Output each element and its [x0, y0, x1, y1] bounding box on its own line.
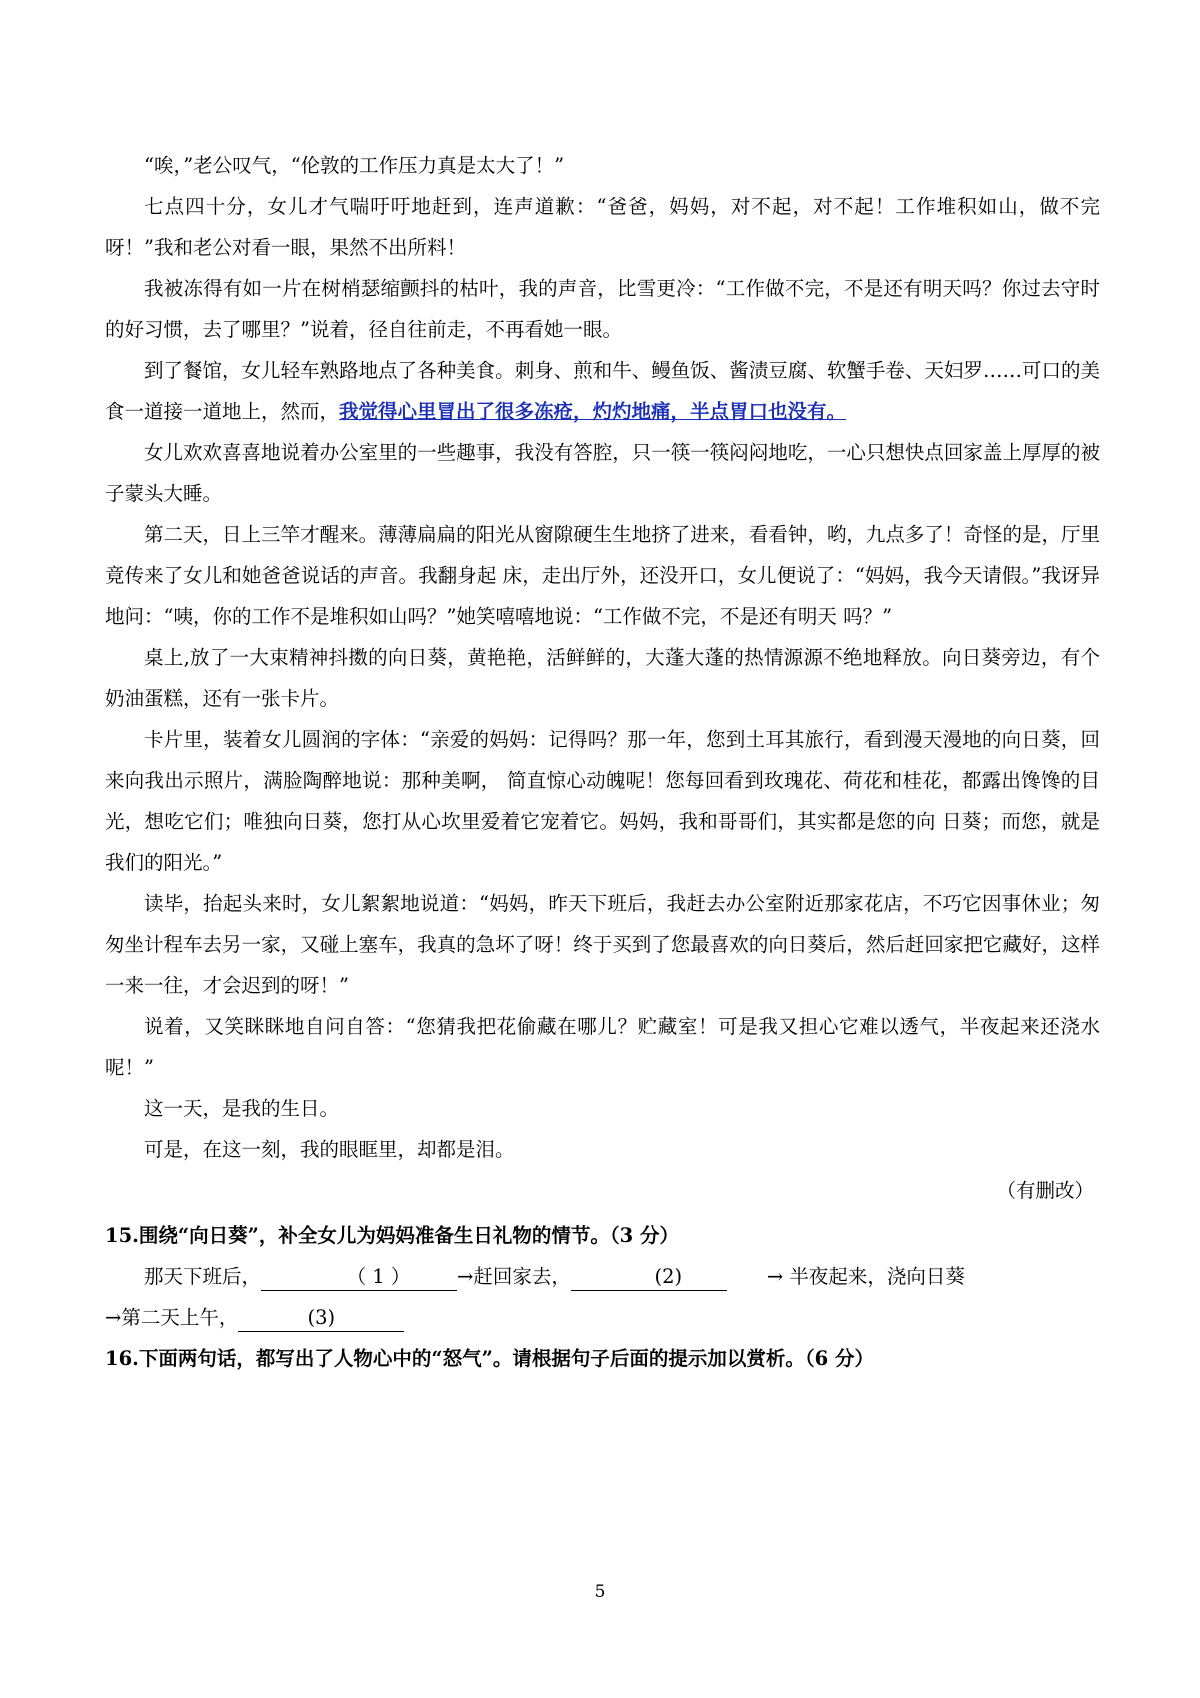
paragraph: 桌上,放了一大束精神抖擞的向日葵，黄艳艳，活鲜鲜的，大蓬大蓬的热情源源不绝地释放。向日葵旁边，有个奶油蛋糕，还有一张卡片。 — [105, 646, 1100, 710]
question-15-line-2 — [105, 1297, 1100, 1338]
answer-blank-3[interactable]: (3) — [238, 1305, 404, 1332]
paragraph: 可是，在这一刻，我的眼眶里，却都是泪。 — [144, 1138, 515, 1161]
paragraph: 女儿欢欢喜喜地说着办公室里的一些趣事，我没有答腔，只一筷一筷闷闷地吃，一心只想快点回家盖上厚厚的被子蒙头大睡。 — [105, 441, 1100, 505]
paragraph-text: 到了餐馆，女儿轻车熟路地点了各种美食。刺身、煎和牛、鳗鱼饭、酱渍豆腐、软蟹手卷、天妇罗……可口的美食一道接一道地上，然而， — [105, 359, 1100, 423]
paragraph: 卡片里，装着女儿圆润的字体：“亲爱的妈妈：记得吗？那一年，您到土耳其旅行，看到漫天漫地的向日葵，回来向我出示照片，满脸陶醉地说：那种美啊， 简直惊心动魄呢！您每回看到玫瑰花、荷花和桂花，都露出馋馋的目光，想吃它们；唯独向日葵，您打从心坎里爱着它宠着它。妈妈，我和哥哥们，其实都是您的向 日葵；而您，就是我们的阳光。” — [105, 728, 1100, 874]
question-16-title: 16.下面两句话，都写出了人物心中的“怒气”。请根据句子后面的提示加以赏析。（6 分） — [105, 1347, 874, 1370]
paragraph: 这一天，是我的生日。 — [144, 1097, 340, 1120]
source-note: （有删改） — [996, 1179, 1094, 1202]
q15-text: 那天下班后， — [144, 1265, 262, 1288]
paragraph: “唉，”老公叹气，“伦敦的工作压力真是太大了！” — [144, 154, 565, 177]
answer-blank-1[interactable]: （ 1 ） — [261, 1264, 457, 1291]
question-15-title: 15.围绕“向日葵”，补全女儿为妈妈准备生日礼物的情节。（3 分） — [105, 1224, 679, 1247]
page-number: 5 — [594, 1582, 606, 1602]
paragraph: 读毕，抬起头来时，女儿絮絮地说道：“妈妈，昨天下班后，我赶去办公室附近那家花店，不巧它因事休业；匆匆坐计程车去另一家，又碰上塞车，我真的急坏了呀！终于买到了您最喜欢的向日葵后，然后赶回家把它藏好，这样一来一往，才会迟到的呀！” — [105, 892, 1100, 997]
question-15-line-1 — [105, 1256, 1100, 1297]
paragraph: 我被冻得有如一片在树梢瑟缩颤抖的枯叶，我的声音，比雪更冷：“工作做不完，不是还有明天吗？你过去守时的好习惯，去了哪里？”说着，径自往前走，不再看她一眼。 — [105, 277, 1100, 341]
highlighted-sentence: 我觉得心里冒出了很多冻疮，灼灼地痛，半点胃口也没有。 — [339, 400, 847, 423]
q15-text: → 半夜起来，浇向日葵 — [766, 1265, 965, 1288]
q15-text: →第二天上午， — [105, 1306, 239, 1329]
paragraph — [105, 350, 1100, 432]
paragraph: 说着，又笑眯眯地自问自答：“您猜我把花偷藏在哪儿？贮藏室！可是我又担心它难以透气，半夜起来还浇水呢！” — [105, 1015, 1100, 1079]
q15-text: →赶回家去， — [457, 1265, 571, 1288]
paragraph: 第二天，日上三竿才醒来。薄薄扁扁的阳光从窗隙硬生生地挤了进来，看看钟，哟，九点多了！奇怪的是，厅里竟传来了女儿和她爸爸说话的声音。我翻身起 床，走出厅外，还没开口，女儿便说了：“妈妈，我今天请假。”我讶异地问：“咦，你的工作不是堆积如山吗？”她笑嘻嘻地说：“工作做不完，不是还有明天 吗？” — [105, 523, 1100, 628]
answer-blank-2[interactable]: (2) — [571, 1264, 727, 1291]
paragraph: 七点四十分，女儿才气喘吁吁地赶到，连声道歉：“爸爸，妈妈，对不起，对不起！工作堆积如山，做不完呀！”我和老公对看一眼，果然不出所料！ — [105, 195, 1100, 259]
reading-passage — [105, 145, 1100, 1379]
